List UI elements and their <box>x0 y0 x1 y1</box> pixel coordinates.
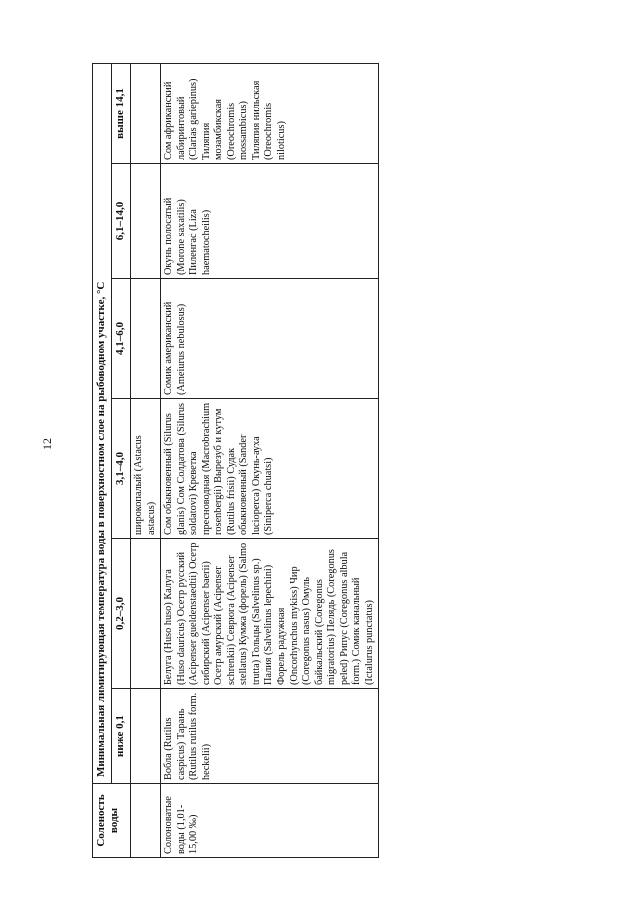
range-header: ниже 0,1 <box>112 689 131 784</box>
row-label-salinity: Солоноватые воды (1,01-15,00 ‰) <box>161 784 379 858</box>
species-cell: Сом африканский лабиринтовый (Clarias gariepinus) Тиляпия мозамбикская (Oreochromis mossambicus) Тиляпия нильская (Oreochromis niloticus) <box>161 64 379 164</box>
range-header: 3,1–4,0 <box>112 399 131 539</box>
species-cell: Вобла (Rutilus caspicus) Тарань (Rutilus rutilus form. heckelii) <box>161 689 379 784</box>
range-header: 0,2–3,0 <box>112 539 131 689</box>
range-header: 6,1–14,0 <box>112 164 131 279</box>
species-cell: Сомик американский (Ameiurus nebulosus) <box>161 279 379 399</box>
rotated-table-container <box>92 64 627 858</box>
species-cell: Белуга (Huso huso) Калуга (Huso dauricus) Осетр русский (Acipenser gueldenstaedtii) Осетр сибирский (Acipenser baerii) Осетр амурский (Acipenser schrenkii) Севрюга (Acipenser stellatus) Кумжа (форель) (Salmo trutta) Гольцы (Salvelinus sp.) Палия (Salvelinus lepechini) Форель радужная (Oncorhynchus mykiss) Чир (Coregonus nasus) Омуль байкальский (Coregonus migratorius) Пелядь (Coregonus peled) Рипус (Coregonus albula form.) Сомик канальный (Ictalurus punctatus) <box>161 539 379 689</box>
empty-cell <box>131 279 161 399</box>
species-cell: Окунь полосатый (Morone saxatilis) Пиленгас (Liza haematocheilis) <box>161 164 379 279</box>
continuation-cell: широкопалый (Astacus astacus) <box>131 399 161 539</box>
empty-cell <box>131 64 161 164</box>
empty-cell <box>131 784 161 858</box>
header-main: Минимальная лимитирующая температура воды в поверхностном слое на рыбоводном участке, °С <box>93 64 112 784</box>
species-cell: Сом обыкновенный (Silurus glanis) Сом Солдатова (Silurus soldatovi) Креветка пресноводная (Macrobrachium rosenbergii) Вырезуб и кутум (Rutilus frisii) Судак обыкновенный (Sander lucioperca) Окунь-ауха (Siniperca chuatsi) <box>161 399 379 539</box>
empty-cell <box>131 539 161 689</box>
empty-cell <box>131 689 161 784</box>
temperature-table <box>92 63 379 858</box>
range-header: выше 14,1 <box>112 64 131 164</box>
header-salinity: Соленость воды <box>93 784 131 858</box>
page-number: 12 <box>40 438 54 450</box>
empty-cell <box>131 164 161 279</box>
range-header: 4,1–6,0 <box>112 279 131 399</box>
